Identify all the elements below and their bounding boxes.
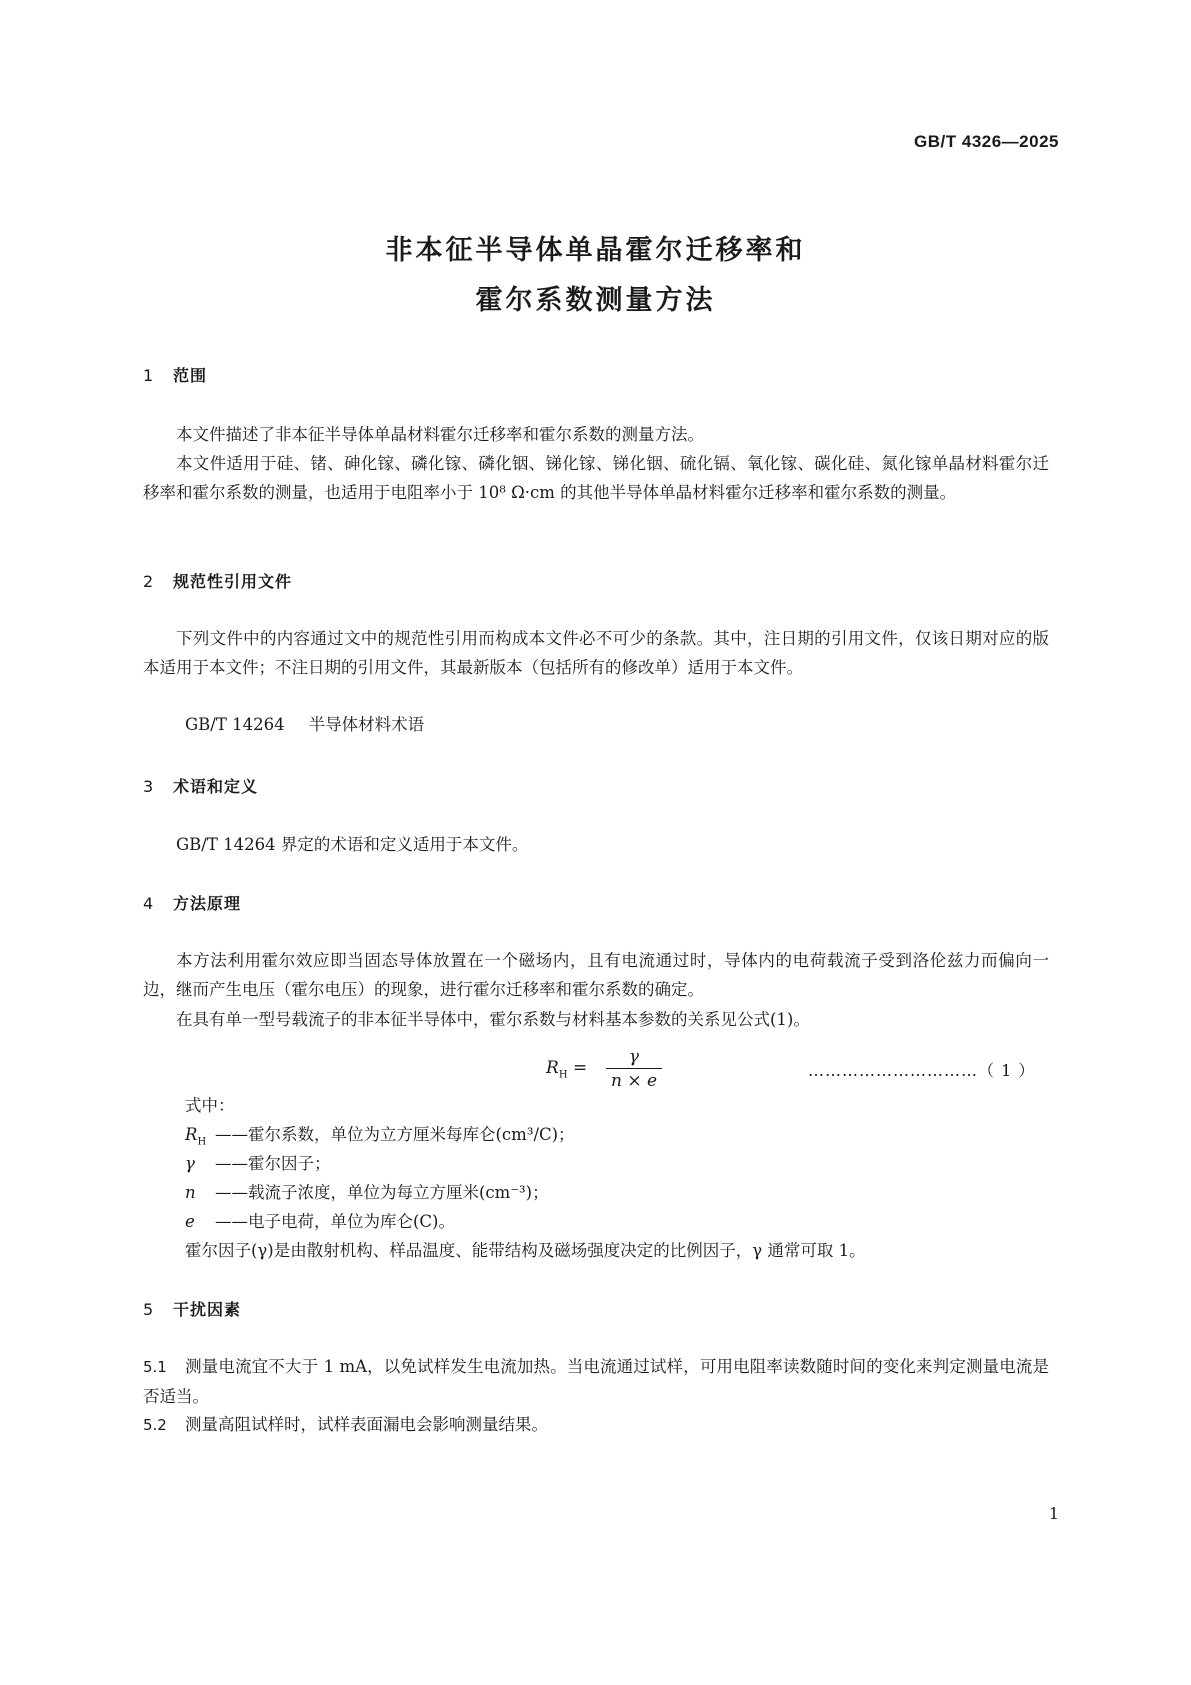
reference-entry	[185, 711, 424, 735]
section-title: 规范性引用文件	[173, 572, 293, 591]
equation-number: …………………………（ 1 ）	[808, 1061, 1036, 1080]
formula-numerator: γ	[628, 1047, 640, 1067]
clause-number: 5.1	[143, 1358, 167, 1376]
variable-definition	[185, 1208, 455, 1232]
where-label: 式中：	[185, 1096, 235, 1115]
principle-paragraph-2: 在具有单一型号载流子的非本征半导体中，霍尔系数与材料基本参数的关系见公式(1)。	[176, 1010, 810, 1029]
section-title: 范围	[173, 366, 208, 385]
formula-denominator: n × e	[610, 1071, 658, 1091]
terms-paragraph: GB/T 14264 界定的术语和定义适用于本文件。	[176, 835, 529, 854]
clause-5-2	[143, 1410, 1049, 1440]
section-number: 4	[143, 894, 155, 913]
clause-text: 测量高阻试样时，试样表面漏电会影响测量结果。	[185, 1415, 548, 1434]
title-line-1: 非本征半导体单晶霍尔迁移率和	[385, 235, 806, 266]
variable-definition	[185, 1121, 575, 1147]
hall-factor-note: 霍尔因子(γ)是由散射机构、样品温度、能带结构及磁场强度决定的比例因子，γ 通常可取 1。	[185, 1241, 866, 1260]
section-heading-normative-references	[143, 569, 292, 592]
section-number: 2	[143, 572, 155, 591]
variable-symbol: γ	[185, 1154, 195, 1173]
variable-symbol: e	[185, 1212, 195, 1231]
scope-paragraph-2: 本文件适用于硅、锗、砷化镓、磷化镓、磷化铟、锑化镓、锑化铟、硫化镉、氧化镓、碳化硅、氮化镓单晶材料霍尔迁移率和霍尔系数的测量，也适用于电阻率小于 10⁸ Ω·cm 的其他半导体单晶材料霍尔迁移率和霍尔系数的测量。	[143, 454, 1049, 502]
principle-paragraph-1: 本方法利用霍尔效应即当固态导体放置在一个磁场内，且有电流通过时，导体内的电荷载流子受到洛伦兹力而偏向一边，继而产生电压（霍尔电压）的现象，进行霍尔迁移率和霍尔系数的确定。	[143, 951, 1049, 999]
clause-5-1	[143, 1352, 1049, 1411]
section-heading-scope	[143, 363, 207, 386]
section-number: 5	[143, 1300, 155, 1319]
reference-code: GB/T 14264	[185, 715, 285, 734]
variable-description: ——霍尔系数，单位为立方厘米每库仑(cm³/C)；	[215, 1125, 575, 1144]
variable-description: ——载流子浓度，单位为每立方厘米(cm⁻³)；	[215, 1183, 549, 1202]
variable-definition	[185, 1179, 549, 1203]
standard-code: GB/T 4326—2025	[914, 132, 1059, 151]
section-heading-interference	[143, 1297, 241, 1320]
variable-symbol: $R_H$	[185, 1125, 207, 1148]
variable-description: ——霍尔因子；	[215, 1154, 331, 1173]
references-paragraph: 下列文件中的内容通过文中的规范性引用而构成本文件必不可少的条款。其中，注日期的引用文件，仅该日期对应的版本适用于本文件；不注日期的引用文件，其最新版本（包括所有的修改单）适用于本文件。	[143, 629, 1049, 677]
section-number: 3	[143, 777, 155, 796]
page-number: 1	[1048, 1504, 1059, 1523]
variable-symbol: n	[185, 1183, 196, 1202]
formula-lhs: $R_H$ =	[546, 1058, 588, 1081]
section-title: 干扰因素	[173, 1300, 242, 1319]
reference-title: 半导体材料术语	[308, 715, 425, 734]
section-number: 1	[143, 366, 155, 385]
section-heading-principle	[143, 891, 241, 914]
variable-definition	[185, 1150, 331, 1174]
document-title	[0, 226, 1191, 326]
variable-description: ——电子电荷，单位为库仑(C)。	[215, 1212, 455, 1231]
scope-paragraph-1: 本文件描述了非本征半导体单晶材料霍尔迁移率和霍尔系数的测量方法。	[176, 425, 704, 444]
section-title: 方法原理	[173, 894, 242, 913]
clause-number: 5.2	[143, 1416, 167, 1434]
section-heading-terms	[143, 774, 258, 797]
clause-text: 测量电流宜不大于 1 mA，以免试样发生电流加热。当电流通过试样，可用电阻率读数随时间的变化来判定测量电流是否适当。	[143, 1357, 1049, 1406]
title-line-2: 霍尔系数测量方法	[475, 285, 716, 316]
formula-fraction	[606, 1046, 662, 1093]
section-title: 术语和定义	[173, 777, 259, 796]
